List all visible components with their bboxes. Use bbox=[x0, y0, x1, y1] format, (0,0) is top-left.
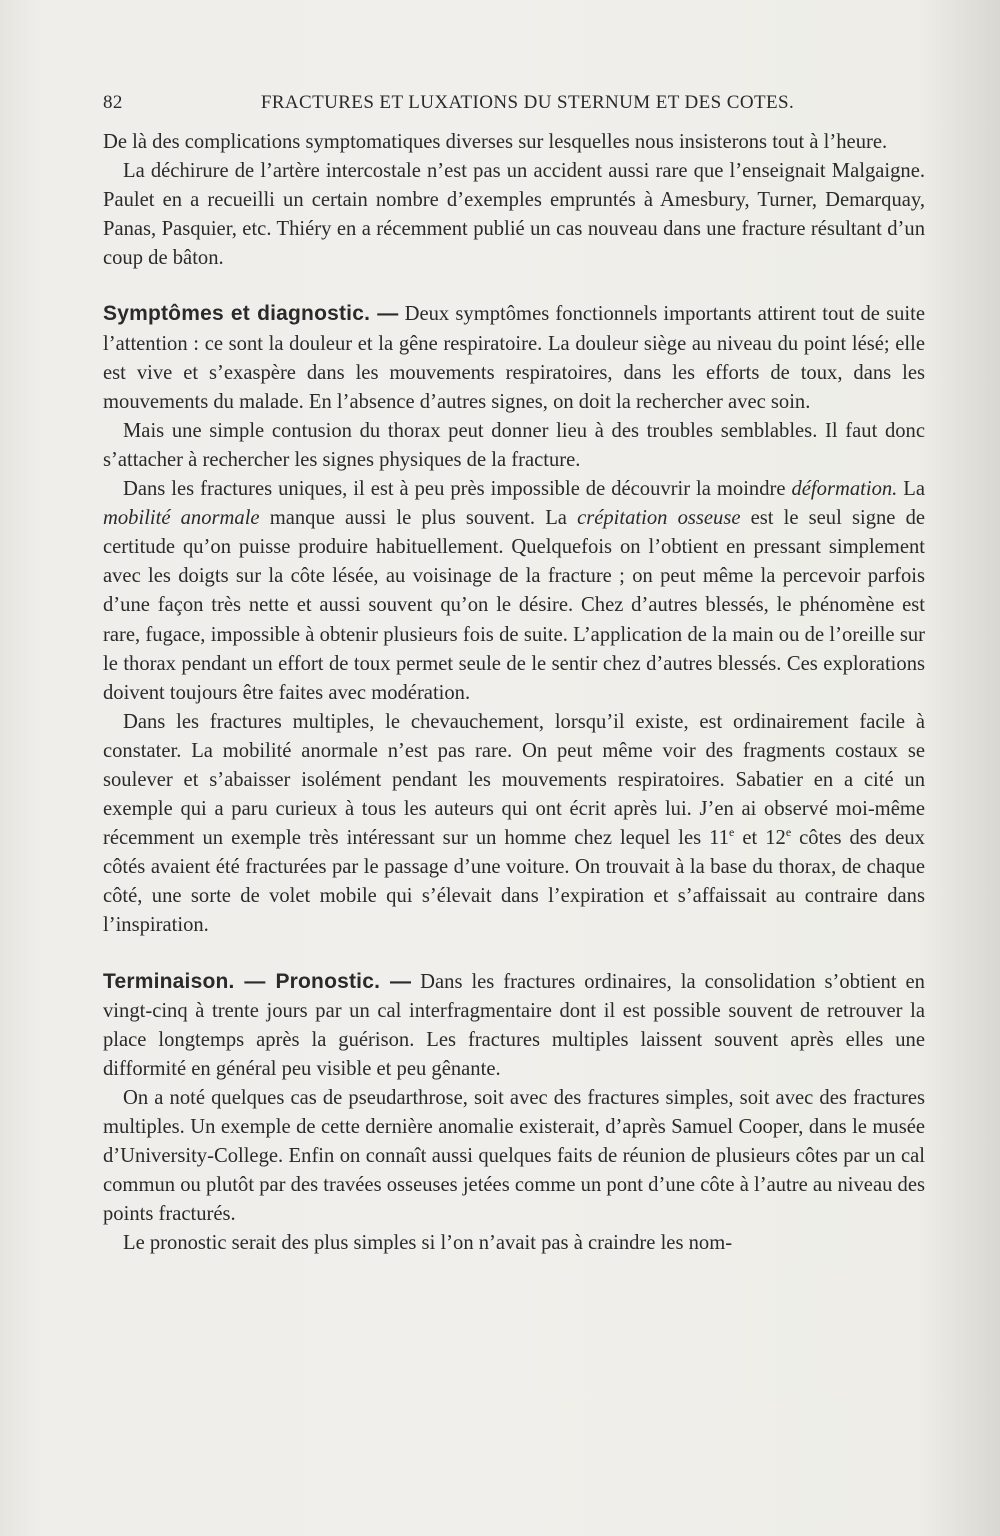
paragraph-7-text: Dans les fractures ordinaires, la consolidation s’obtient en vingt-cinq à trente jours par un cal interfragmentaire dont il est possible souvent de retrouver la place longtemps après la guérison. Les fractures multiples laissent souvent après elles une difformité en général peu visible et peu gênante. bbox=[103, 970, 925, 1080]
paragraph-6-text-c: côtes des deux côtés avaient été fracturées par le passage d’une voiture. On trouvait à la base du thorax, de chaque côté, une sorte de volet mobile qui s’élevait dans l’expiration et s’affaissait au contraire dans l’inspiration. bbox=[103, 827, 925, 937]
page-header bbox=[103, 92, 922, 114]
paragraph-3-text: Deux symptômes fonctionnels importants attirent tout de suite l’attention : ce sont la douleur et la gêne respiratoire. La douleur siège au niveau du point lésé; elle est vive et s’exaspère dans les mouvements respiratoires, dans les efforts de toux, dans les mouvements du malade. En l’absence d’autres signes, on doit la rechercher avec soin. bbox=[103, 303, 925, 413]
paragraph-4: Mais une simple contusion du thorax peut donner lieu à des troubles semblables. Il faut donc s’attacher à rechercher les signes physiques de la fracture. bbox=[103, 419, 925, 471]
paragraph-6-text-b: et 12 bbox=[734, 827, 786, 850]
paragraph-2: La déchirure de l’artère intercostale n’est pas un accident aussi rare que l’enseignait Malgaigne. Paulet en a recueilli un certain nombre d’exemples empruntés à Amesbury, Turner, Demarquay, Panas, Pasquier, etc. Thiéry en a récemment publié un cas nouveau dans une fracture résultant d’un coup de bâton. bbox=[103, 160, 925, 270]
emphasis-mobilite: mobilité anormale bbox=[103, 507, 260, 530]
superscript-e-2: e bbox=[785, 825, 792, 840]
page-number: 82 bbox=[103, 92, 123, 113]
running-title: FRACTURES ET LUXATIONS DU STERNUM ET DES COTES. bbox=[260, 92, 795, 113]
superscript-e-1: e bbox=[729, 825, 735, 840]
paragraph-terminaison bbox=[103, 967, 925, 1084]
paragraph-8: On a noté quelques cas de pseudarthrose, soit avec des fractures simples, soit avec des fractures multiples. Un exemple de cette dernière anomalie existerait, d’après Samuel Cooper, dans le musée d’University-College. Enfin on connaît aussi quelques faits de réunion de plusieurs côtes par un cal commun ou plutôt par des travées osseuses jetées comme un pont d’une côte à l’autre au niveau des points fracturés. bbox=[103, 1086, 925, 1226]
paragraph-5-text-b: La bbox=[897, 478, 925, 501]
emphasis-crepitation: crépitation osseuse bbox=[577, 507, 741, 530]
paragraph-symptomes bbox=[103, 299, 925, 416]
paragraph-5-text-a: Dans les fractures uniques, il est à peu près impossible de découvrir la moindre bbox=[123, 478, 792, 501]
paragraph-5-text-d: est le seul signe de certitude qu’on puisse produire habituellement. Quelquefois on l’obtient en pressant simplement avec les doigts sur la côte lésée, au voisinage de la fracture ; on peut même la percevoir parfois d’une façon très nette et aussi souvent qu’on le désire. Chez d’autres blessés, le phénomène est rare, fugace, impossible à obtenir plusieurs fois de suite. L’application de la main ou de l’oreille sur le thorax pendant un effort de toux permet seule de le sentir chez d’autres blessés. Ces explorations doivent toujours être faites avec modération. bbox=[103, 507, 926, 704]
page-body bbox=[103, 128, 925, 1258]
paragraph-1: De là des complications symptomatiques diverses sur lesquelles nous insisterons tout à l’heure. bbox=[103, 131, 888, 153]
section-heading-terminaison: Terminaison. — Pronostic. — bbox=[103, 969, 412, 993]
paragraph-5 bbox=[103, 475, 925, 708]
paragraph-6-text-a: Dans les fractures multiples, le chevauchement, lorsqu’il existe, est ordinairement facile à constater. La mobilité anormale n’est pas rare. On peut même voir des fragments costaux se soulever et s’abaisser isolément pendant les mouvements respiratoires. Sabatier en a cité un exemple qui a paru curieux à tous les auteurs qui ont écrit après lui. J’en ai observé moi-même récemment un exemple très intéressant sur un homme chez lequel les 11 bbox=[103, 710, 925, 850]
paragraph-6 bbox=[103, 708, 925, 941]
emphasis-deformation: déformation. bbox=[791, 478, 898, 501]
paragraph-5-text-c: manque aussi le plus souvent. La bbox=[259, 507, 578, 530]
section-heading-symptomes: Symptômes et diagnostic. — bbox=[103, 302, 399, 326]
paragraph-9: Le pronostic serait des plus simples si l’on n’avait pas à craindre les nom- bbox=[123, 1232, 733, 1255]
